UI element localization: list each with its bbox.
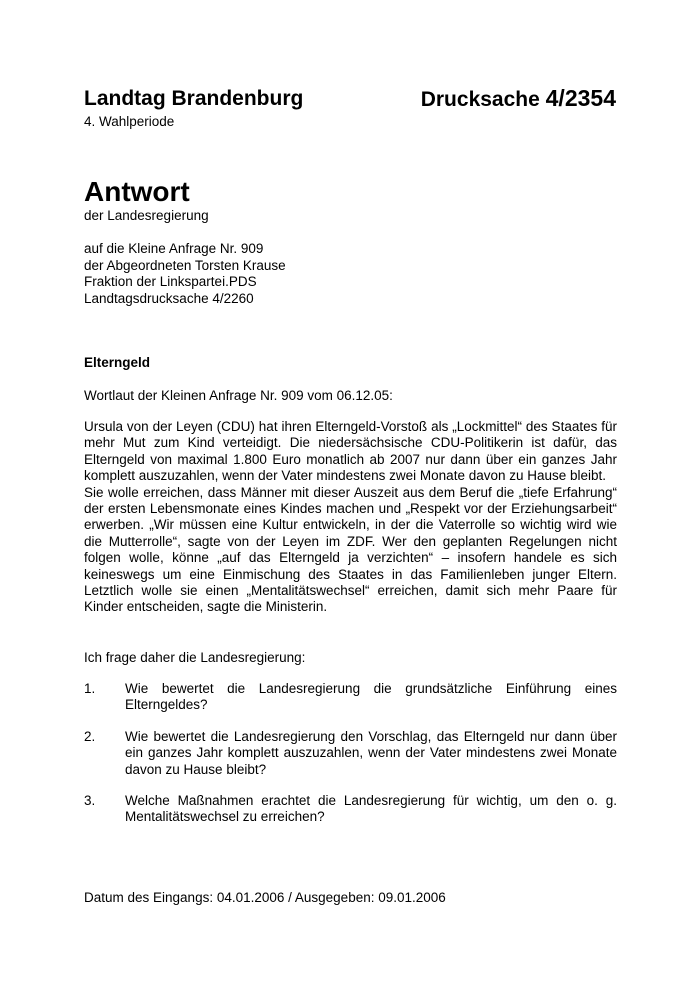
- question-item: [84, 729, 617, 778]
- document-subtitle: der Landesregierung: [84, 208, 209, 223]
- question-intro: Ich frage daher die Landesregierung:: [84, 650, 306, 665]
- electoral-period: 4. Wahlperiode: [84, 114, 175, 129]
- drucksache-label: [421, 85, 616, 112]
- inquiry-intro: Wortlaut der Kleinen Anfrage Nr. 909 vom 06.12.05:: [84, 388, 393, 403]
- document-title: Antwort: [84, 176, 190, 207]
- question-text: Welche Maßnahmen erachtet die Landesregierung für wichtig, um den o. g. Mentalitätswechsel zu erreichen?: [125, 793, 617, 825]
- reference-line: auf die Kleine Anfrage Nr. 909: [84, 241, 264, 256]
- drucksache-number: 4/2354: [545, 85, 616, 111]
- question-number: 3.: [84, 793, 96, 808]
- question-text: Wie bewertet die Landesregierung die grundsätzliche Einführung eines Elterngeldes?: [125, 681, 617, 713]
- reference-line: Landtagsdrucksache 4/2260: [84, 290, 254, 306]
- reference-block: [84, 241, 286, 307]
- question-text: Wie bewertet die Landesregierung den Vorschlag, das Elterngeld nur dann über ein ganzes Jahr komplett auszuzahlen, wenn der Vater mindestens zwei Monate davon zu Hause bleibt?: [125, 729, 617, 777]
- question-number: 2.: [84, 729, 96, 744]
- inquiry-paragraph: Ursula von der Leyen (CDU) hat ihren Elterngeld-Vorstoß als „Lockmittel“ des Staates für mehr Mut zum Kind verteidigt. Die niedersächsische CDU-Politikerin ist dafür, das Elterngeld von maximal 1.800 Euro monatlich ab 2007 nur dann über ein ganzes Jahr komplett auszuzahlen, wenn der Vater mindestens zwei Monate davon zu Hause bleibt.: [84, 419, 617, 484]
- section-heading: Elterngeld: [84, 355, 151, 370]
- reference-line: Fraktion der Linkspartei.PDS: [84, 274, 257, 289]
- question-item: [84, 793, 617, 826]
- question-item: [84, 681, 617, 714]
- receipt-dates: Datum des Eingangs: 04.01.2006 / Ausgegeben: 09.01.2006: [84, 890, 446, 905]
- drucksache-word: Drucksache: [420, 88, 540, 111]
- inquiry-body: [84, 419, 617, 616]
- reference-line: der Abgeordneten Torsten Krause: [84, 257, 286, 273]
- question-number: 1.: [84, 681, 96, 696]
- parliament-name: Landtag Brandenburg: [84, 87, 304, 110]
- inquiry-paragraph: Sie wolle erreichen, dass Männer mit dieser Auszeit aus dem Beruf die „tiefe Erfahrung“ der ersten Lebensmonate eines Kindes machen und „Respekt vor der Erziehungsarbeit“ erwerben. „Wir müssen eine Kultur entwickeln, in der die Vaterrolle so wichtig wird wie die Mutterrolle“, sagte von der Leyen im ZDF. Wer den geplanten Regelungen nicht folgen wolle, könne „auf das Elterngeld ja verzichten“ – insofern handele es sich keineswegs um eine Einmischung des Staates in das Familienleben junger Eltern. Letztlich wolle sie einen „Mentalitätswechsel“ erreichen, damit sich mehr Paare für Kinder entscheiden, sagte die Ministerin.: [84, 484, 617, 615]
